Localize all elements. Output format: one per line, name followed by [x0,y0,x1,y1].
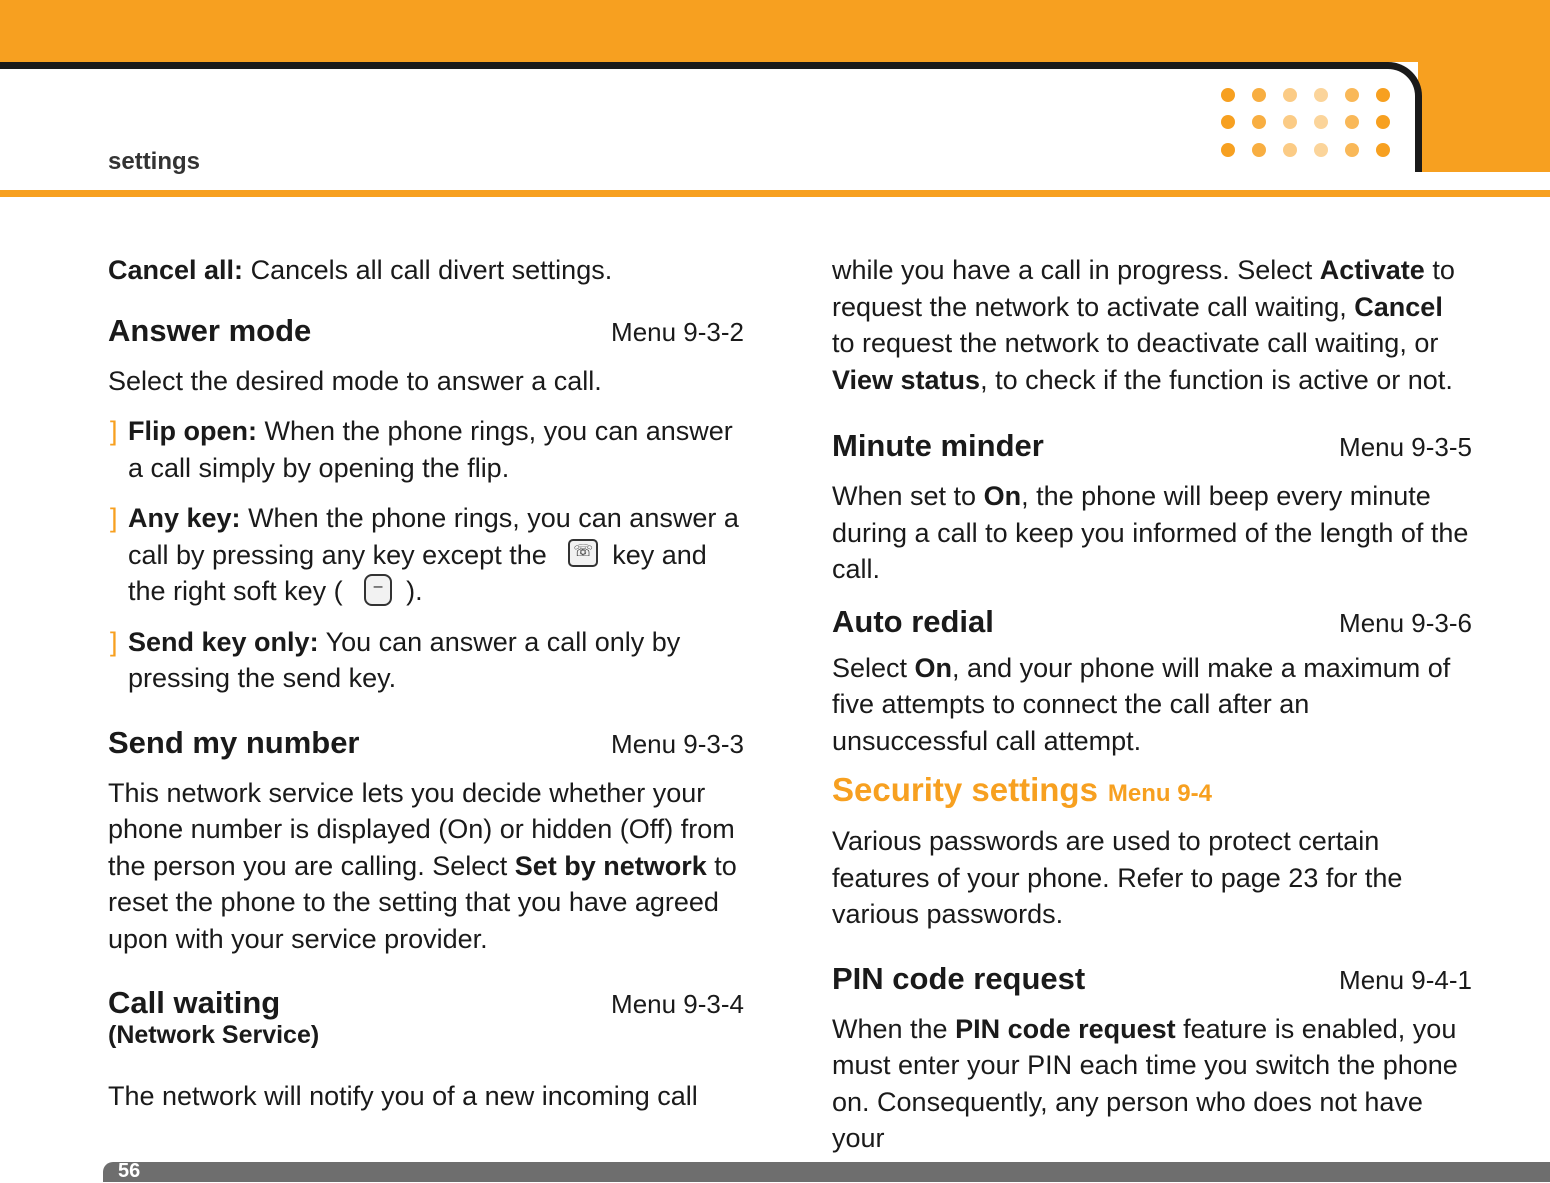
send-my-number-text-1: This network service lets you decide whether your phone number is displayed (On) or hidden (Off) from the person you are calling. Select [108,777,735,881]
send-my-number-title: Send my number [108,724,360,760]
right-column [832,252,1472,1157]
auto-redial-text-1: Select [832,652,915,683]
decorative-dot [1283,115,1297,129]
pin-code-heading [832,961,1472,997]
send-key-label: Send key only: [128,626,319,657]
send-key-item [108,624,744,697]
call-waiting-heading [108,985,744,1050]
minute-minder-on: On [983,481,1022,511]
bullet-mark: ] [110,503,118,533]
call-waiting-menu: Menu 9-3-4 [611,989,744,1019]
auto-redial-title: Auto redial [832,603,994,639]
pin-code-text-1: When the [832,1013,956,1044]
view-status-label: View status [832,364,981,395]
decorative-dot [1345,88,1359,102]
auto-redial-text-2: , and your phone will make a maximum of five attempts to connect the call after an unsuccessful call attempt. [832,652,1451,756]
send-my-number-menu: Menu 9-3-3 [611,728,744,759]
header-orange-band [0,0,1550,62]
send-my-number-heading [108,725,744,761]
any-key-text-2: key and the right soft key ( [128,539,707,606]
call-waiting-titles [108,985,319,1050]
flip-open-text: When the phone rings, you can answer a call simply by opening the flip. [128,416,733,483]
decorative-dot [1314,143,1328,157]
cancel-label: Cancel [1354,291,1443,322]
any-key-label: Any key: [128,503,241,533]
set-by-network-label: Set by network [514,850,707,881]
decorative-dot [1376,143,1390,157]
decorative-dot [1376,115,1390,129]
header-rule [0,190,1550,197]
answer-mode-intro: Select the desired mode to answer a call. [108,365,602,396]
decorative-dot [1252,115,1266,129]
send-key-text: You can answer a call only by pressing the send key. [128,626,681,693]
decorative-dot [1314,115,1328,129]
end-key-icon: ☏ [568,539,598,567]
send-my-number-text [108,775,744,958]
decorative-dot [1345,115,1359,129]
cancel-all-text: Cancels all call divert settings. [243,255,613,285]
decorative-dot [1376,88,1390,102]
flip-open-label: Flip open: [128,416,257,446]
header-orange-corner [1418,0,1550,172]
call-waiting-continued [832,252,1472,398]
any-key-item [108,500,744,610]
auto-redial-on: On [914,652,953,683]
auto-redial-text [832,650,1472,760]
answer-mode-heading [108,313,744,349]
minute-minder-text-2: , the phone will beep every minute during a call to keep you informed of the length of the call. [832,481,1469,584]
minute-minder-heading [832,428,1472,464]
decorative-dot [1252,143,1266,157]
pin-code-title: PIN code request [832,960,1086,996]
pin-code-text [832,1011,1472,1157]
pin-code-text-2: feature is enabled, you must enter your PIN each time you switch the phone on. Consequently, any person who does not have your [832,1013,1458,1153]
decorative-dot [1252,88,1266,102]
security-settings-label: Security settings [832,771,1098,808]
bullet-mark: ] [110,626,118,657]
call-waiting-subtitle: (Network Service) [108,1021,320,1049]
send-my-number-text-2: to reset the phone to the setting that you have agreed upon with your service provider. [108,850,737,954]
flip-open-item [108,413,744,486]
minute-minder-title: Minute minder [832,428,1044,463]
call-waiting-title: Call waiting [108,985,281,1020]
decorative-dot [1221,115,1235,129]
security-settings-title [832,771,1472,809]
decorative-dot [1221,88,1235,102]
security-settings-menu: Menu 9-4 [1107,780,1212,807]
cancel-all-paragraph [108,252,744,289]
right-soft-key-icon: – [364,574,392,606]
page-number: 56 [118,1160,141,1182]
minute-minder-menu: Menu 9-3-5 [1339,432,1472,462]
any-key-text: When the phone rings, you can answer a call by pressing any key except the [128,503,739,570]
answer-mode-menu: Menu 9-3-2 [611,316,744,347]
decorative-dot [1314,88,1328,102]
cw-text-2: to request the network to activate call waiting, [832,255,1455,322]
section-title: settings [108,148,201,175]
header-panel [0,62,1422,172]
security-settings-text: Various passwords are used to protect certain features of your phone. Refer to page 23 for the various passwords. [832,826,1403,929]
minute-minder-text-1: When set to [832,481,984,511]
decorative-dot [1283,88,1297,102]
decorative-dot [1345,143,1359,157]
auto-redial-menu: Menu 9-3-6 [1339,607,1472,638]
decorative-dot [1221,143,1235,157]
any-key-text-3: ). [406,576,423,606]
pin-code-menu: Menu 9-4-1 [1339,964,1472,995]
footer-bar [103,1162,1550,1182]
pin-code-request-label: PIN code request [955,1013,1176,1044]
cw-text-4: , to check if the function is active or not. [980,364,1453,395]
minute-minder-text [832,478,1472,588]
cw-text-1: while you have a call in progress. Select [832,255,1320,285]
left-column [108,252,744,1115]
cancel-all-label: Cancel all: [108,255,244,285]
call-waiting-text: The network will notify you of a new incoming call [108,1081,698,1111]
answer-mode-title: Answer mode [108,312,312,348]
bullet-mark: ] [110,416,118,446]
decorative-dot [1283,143,1297,157]
auto-redial-heading [832,604,1472,640]
cw-text-3: to request the network to deactivate call waiting, or [832,328,1439,358]
activate-label: Activate [1319,255,1425,285]
